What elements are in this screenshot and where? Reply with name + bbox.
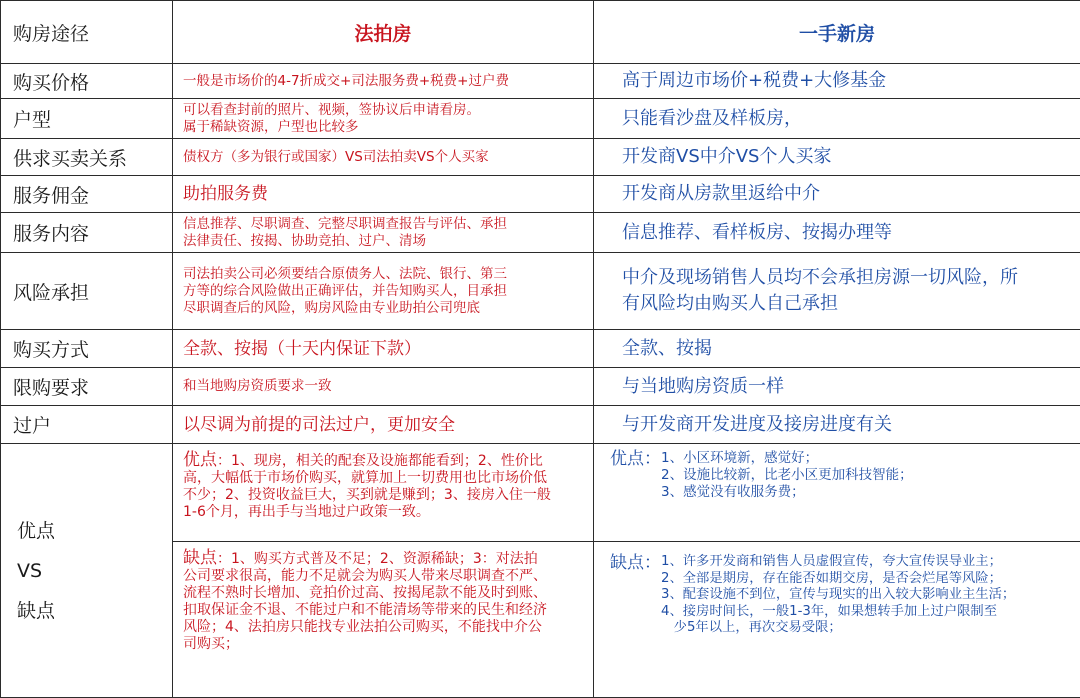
new-house-cell: 与开发商开发进度及接房进度有关: [594, 406, 1080, 444]
new-house-cell: 与当地购房资质一样: [594, 368, 1080, 406]
cell-line: 司法拍卖公司必须要结合原债务人、法院、银行、第三: [183, 266, 583, 283]
header-new-house: 一手新房: [594, 1, 1080, 64]
cell-line: 风险；4、法拍房只能找专业法拍公司购买，不能找中介公: [183, 619, 583, 636]
pros-label: 优点: [13, 511, 172, 551]
cell-line: 可以看查封前的照片、视频，签协议后申请看房。: [183, 102, 583, 119]
cell-line: 方等的综合风险做出正确评估，并告知购买人，目承担: [183, 283, 583, 300]
cell-line: 2、全部是期房，存在能否如期交房，是否会烂尾等风险；: [661, 571, 1015, 588]
auction-pros-cons-cell: [173, 444, 594, 698]
cell-line: 3、配套设施不到位，宣传与现实的出入较大影响业主生活；: [661, 587, 1015, 604]
new-house-cell: 全款、按揭: [594, 330, 1080, 368]
table-row: [1, 139, 1080, 176]
cell-line: ：1、购买方式普及不足；2、资源稀缺；3：对法拍: [217, 551, 538, 567]
header-purchase-route: 购房途径: [1, 1, 173, 64]
auction-pros-key: 优点: [183, 450, 217, 470]
auction-cell: 以尽调为前提的司法过户，更加安全: [173, 406, 594, 444]
auction-cell: [173, 253, 594, 330]
new-house-cell: 开发商从房款里返给中介: [594, 176, 1080, 213]
new-house-cell: 只能看沙盘及样板房，: [594, 99, 1080, 139]
vs-label: VS: [13, 551, 172, 591]
auction-cons: [173, 542, 593, 697]
pros-cons-label: [1, 444, 173, 698]
row-label: 购买价格: [1, 64, 173, 99]
cons-label: 缺点: [13, 591, 172, 631]
new-house-cell: 高于周边市场价+税费+大修基金: [594, 64, 1080, 99]
row-label: 购买方式: [1, 330, 173, 368]
new-house-cell: 信息推荐、看样板房、按揭办理等: [594, 213, 1080, 253]
cell-line: 司购买；: [183, 636, 583, 653]
cell-line: 法律责任、按揭、协助竞拍、过户、清场: [183, 233, 583, 250]
row-label: 风险承担: [1, 253, 173, 330]
cell-line: 公司要求很高，能力不足就会为购买人带来尽职调查不严、: [183, 568, 583, 585]
table-row: [1, 330, 1080, 368]
auction-cell: 债权方（多为银行或国家）VS司法拍卖VS个人买家: [173, 139, 594, 176]
auction-cell: [173, 213, 594, 253]
row-label: 限购要求: [1, 368, 173, 406]
table-header-row: [1, 1, 1080, 64]
table-row: [1, 213, 1080, 253]
table-row: [1, 368, 1080, 406]
auction-pros: [173, 444, 593, 542]
new-house-cell: [594, 253, 1080, 330]
cell-line: 1、小区环境新，感觉好；: [661, 450, 913, 467]
table-row: [1, 406, 1080, 444]
cell-line: 属于稀缺资源，户型也比较多: [183, 119, 583, 136]
new-pros-key: 优点：: [610, 450, 661, 501]
row-label: 服务佣金: [1, 176, 173, 213]
auction-cons-key: 缺点: [183, 548, 217, 568]
table-row: [1, 64, 1080, 99]
cell-line: 尽职调查后的风险，购房风险由专业助拍公司兜底: [183, 300, 583, 317]
new-house-cell: 开发商VS中介VS个人买家: [594, 139, 1080, 176]
pros-cons-row: [1, 444, 1080, 698]
table-row: [1, 176, 1080, 213]
cell-line: 不少；2、投资收益巨大，买到就是赚到；3、接房入住一般: [183, 487, 583, 504]
cell-line: ：1、现房，相关的配套及设施都能看到；2、性价比: [217, 453, 543, 469]
cell-line: 1、许多开发商和销售人员虚假宣传，夸大宣传误导业主；: [661, 554, 1015, 571]
table-row: [1, 99, 1080, 139]
cell-line: 中介及现场销售人员均不会承担房源一切风险，所: [622, 265, 1074, 291]
cell-line: 少5年以上，再次交易受限；: [661, 620, 1015, 637]
new-cons-key: 缺点：: [610, 554, 661, 637]
cell-line: 有风险均由购买人自己承担: [622, 291, 1074, 317]
row-label: 过户: [1, 406, 173, 444]
auction-cell: 助拍服务费: [173, 176, 594, 213]
cell-line: 1-6个月，再出手与当地过户政策一致。: [183, 504, 583, 521]
cell-line: 2、设施比较新，比老小区更加科技智能；: [661, 467, 913, 484]
row-label: 供求买卖关系: [1, 139, 173, 176]
new-house-cons: [594, 542, 1080, 697]
cell-line: 3、感觉没有收服务费；: [661, 484, 913, 501]
new-house-pros-cons-cell: [594, 444, 1080, 698]
cell-line: 流程不熟时长增加、竞拍价过高、按揭尾款不能及时到账、: [183, 585, 583, 602]
table-row: [1, 253, 1080, 330]
new-house-pros: [594, 444, 1080, 542]
auction-cell: 全款、按揭（十天内保证下款）: [173, 330, 594, 368]
cell-line: 高，大幅低于市场价购买，就算加上一切费用也比市场价低: [183, 470, 583, 487]
auction-cell: 和当地购房资质要求一致: [173, 368, 594, 406]
row-label: 服务内容: [1, 213, 173, 253]
auction-cell: 一般是市场价的4-7折成交+司法服务费+税费+过户费: [173, 64, 594, 99]
cell-line: 扣取保证金不退、不能过户和不能清场等带来的民生和经济: [183, 602, 583, 619]
auction-cell: [173, 99, 594, 139]
cell-line: 4、接房时间长，一般1-3年，如果想转手加上过户限制至: [661, 604, 1015, 621]
cell-line: 信息推荐、尽职调查、完整尽职调查报告与评估、承担: [183, 216, 583, 233]
header-auction-house: 法拍房: [173, 1, 594, 64]
row-label: 户型: [1, 99, 173, 139]
